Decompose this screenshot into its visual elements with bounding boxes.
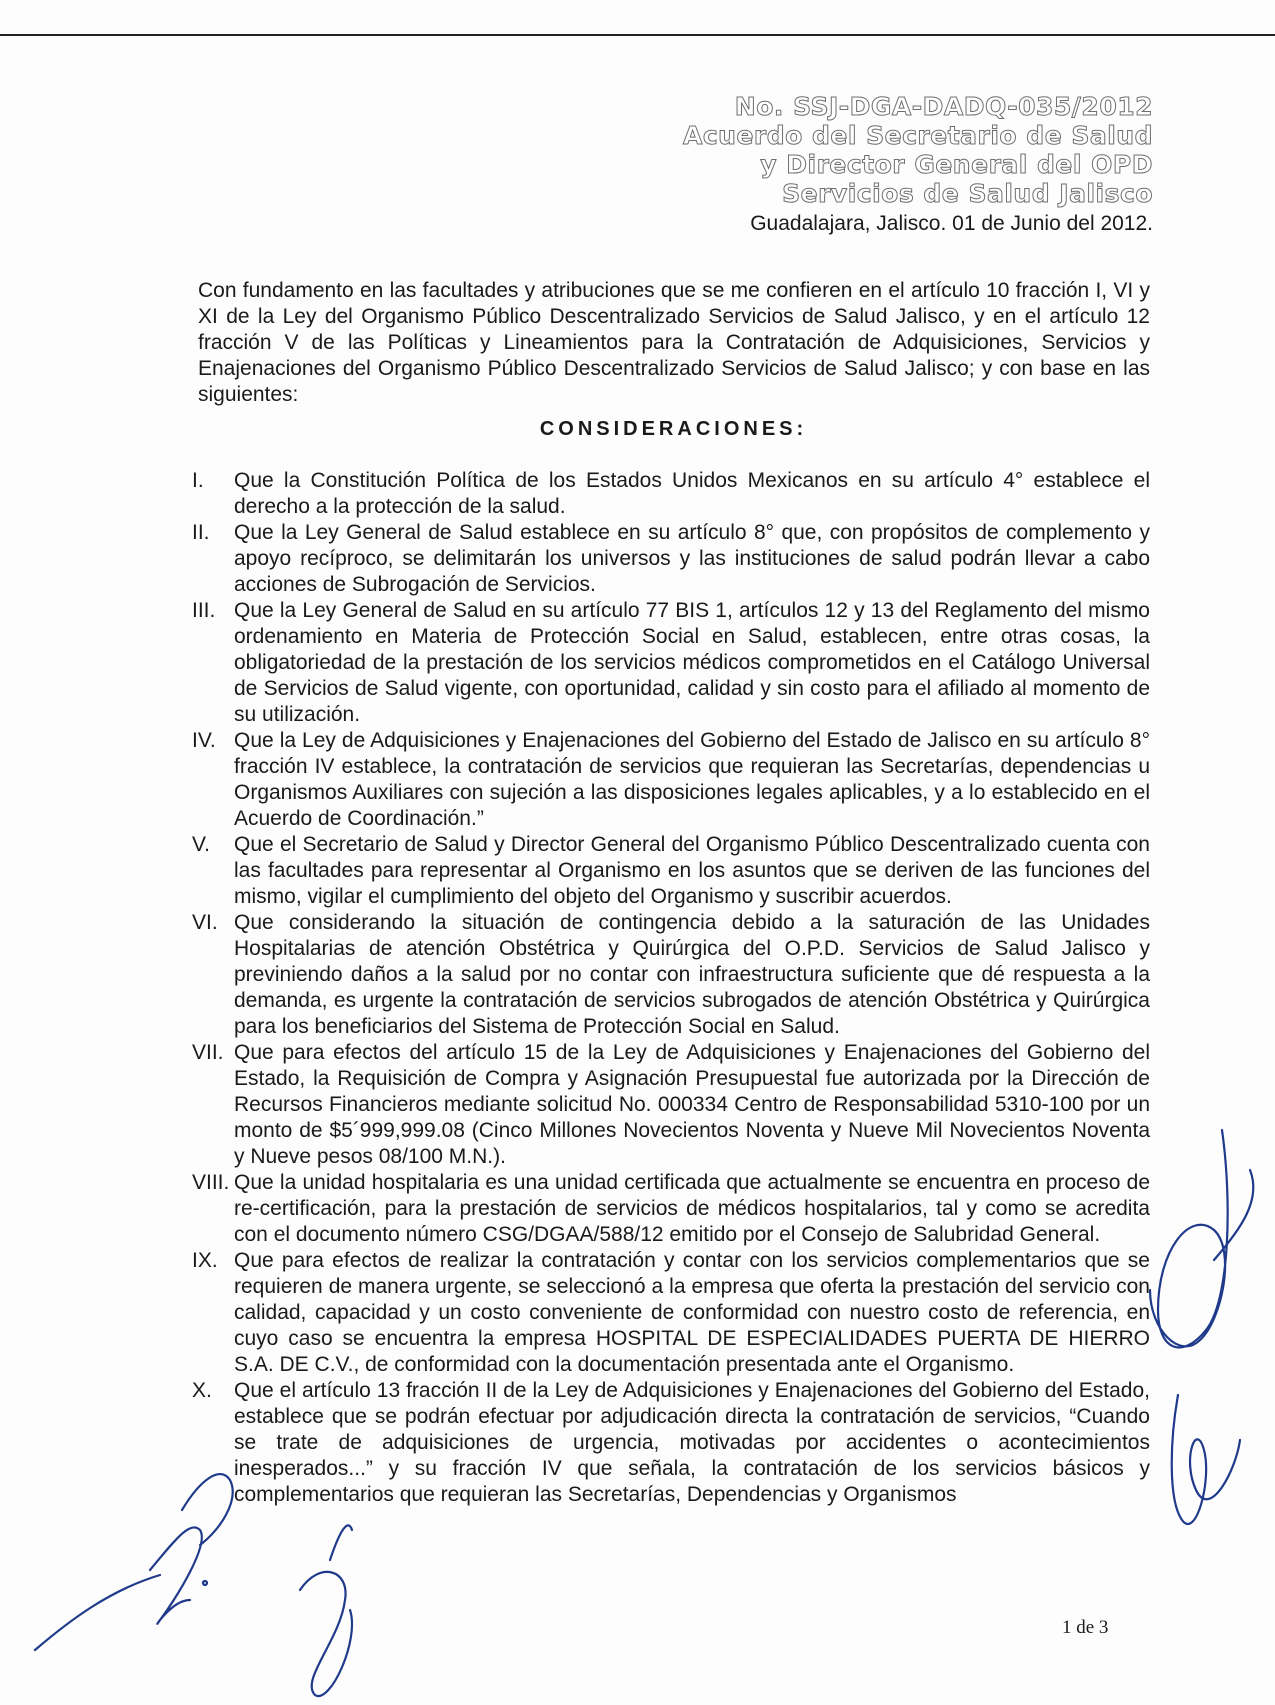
item-text: Que el Secretario de Salud y Director General del Organismo Público Descentralizado cuenta con las facultades para representar al Organismo en los asuntos que se deriven de las funciones del mismo, vigilar el cumplimiento del objeto del Organismo y suscribir acuerdos.	[234, 833, 1150, 908]
list-item	[192, 728, 1150, 832]
top-border-line	[0, 34, 1275, 36]
list-item	[192, 520, 1150, 598]
header-title-line-2: y Director General del OPD	[760, 150, 1153, 179]
list-item	[192, 1248, 1150, 1378]
item-number: IV.	[192, 729, 216, 752]
item-text: Que considerando la situación de contingencia debido a la saturación de las Unidades Hospitalarias de atención Obstétrica y Quirúrgica del O.P.D. Servicios de Salud Jalisco y previniendo daños a la salud por no contar con infraestructura suficiente que dé respuesta a la demanda, es urgente la contratación de servicios subrogados de atención Obstétrica y Quirúrgica para los beneficiarios del Sistema de Protección Social en Salud.	[234, 911, 1150, 1038]
intro-paragraph: Con fundamento en las facultades y atribuciones que se me confieren en el artículo 10 fracción I, VI y XI de la Ley del Organismo Público Descentralizado Servicios de Salud Jalisco, y en el artículo 12 fracción V de las Políticas y Lineamientos para la Contratación de Adquisiciones, Servicios y Enajenaciones del Organismo Público Descentralizado Servicios de Salud Jalisco; y con base en las siguientes:	[198, 279, 1150, 406]
item-number: VIII.	[192, 1171, 230, 1194]
place-and-date: Guadalajara, Jalisco. 01 de Junio del 2012.	[750, 212, 1153, 235]
item-number: V.	[192, 833, 210, 856]
signature-dot	[203, 1581, 207, 1585]
item-number: II.	[192, 521, 210, 544]
item-number: IX.	[192, 1249, 218, 1272]
list-item	[192, 468, 1150, 520]
list-item	[192, 910, 1150, 1040]
item-text: Que la Ley General de Salud en su artículo 77 BIS 1, artículos 12 y 13 del Reglamento del mismo ordenamiento en Materia de Protección Social en Salud, establecen, entre otras cosas, la obligatoriedad de la prestación de los servicios médicos comprometidos en el Catálogo Universal de Servicios de Salud vigente, con oportunidad, calidad y sin costo para el afiliado al momento de su utilización.	[234, 599, 1150, 726]
item-number: III.	[192, 599, 216, 622]
document-header	[683, 92, 1153, 238]
item-text: Que la Constitución Política de los Estados Unidos Mexicanos en su artículo 4° establece el derecho a la protección de la salud.	[234, 469, 1150, 518]
item-text: Que la unidad hospitalaria es una unidad certificada que actualmente se encuentra en proceso de re-certificación, para la prestación de servicios de médicos hospitalarios, tal y como se acredita con el documento número CSG/DGAA/588/12 emitido por el Consejo de Salubridad General.	[234, 1171, 1150, 1246]
item-number: X.	[192, 1379, 212, 1402]
signature-right-small	[1172, 1395, 1240, 1524]
document-number: No. SSJ-DGA-DADQ-035/2012	[734, 92, 1153, 121]
section-heading	[0, 418, 1275, 441]
list-item	[192, 832, 1150, 910]
item-text: Que para efectos del artículo 15 de la Ley de Adquisiciones y Enajenaciones del Gobierno del Estado, la Requisición de Compra y Asignación Presupuestal fue autorizada por la Dirección de Recursos Financieros mediante solicitud No. 000334 Centro de Responsabilidad 5310-100 por un monto de $5´999,999.08 (Cinco Millones Novecientos Noventa y Nueve Mil Novecientos Noventa y Nueve pesos 08/100 M.N.).	[234, 1041, 1150, 1168]
list-item	[192, 1040, 1150, 1170]
signature-right-loop	[1214, 1170, 1253, 1260]
page-number: 1 de 3	[1062, 1617, 1109, 1638]
item-number: VI.	[192, 911, 218, 934]
item-text: Que para efectos de realizar la contratación y contar con los servicios complementarios que se requieren de manera urgente, se seleccionó a la empresa que oferta la prestación del servicio con calidad, capacidad y un costo conveniente de conformidad con nuestro costo de referencia, en cuyo caso se encuentra la empresa HOSPITAL DE ESPECIALIDADES PUERTA DE HIERRO S.A. DE C.V., de conformidad con la documentación presentada ante el Organismo.	[234, 1249, 1150, 1376]
list-item	[192, 1170, 1150, 1248]
item-text: Que el artículo 13 fracción II de la Ley de Adquisiciones y Enajenaciones del Gobierno del Estado, establece que se podrán efectuar por adjudicación directa la contratación de servicios, “Cuando se trate de adquisiciones de urgencia, motivadas por accidentes o acontecimientos inesperados...” y su fracción IV que señala, la contratación de los servicios básicos y complementarios que requieran las Secretarías, Dependencias y Organismos	[234, 1379, 1150, 1506]
signature-bottom-center	[300, 1525, 352, 1696]
section-heading-text: CONSIDERACIONES:	[539, 418, 808, 440]
item-number: I.	[192, 469, 204, 492]
signature-right-large	[1150, 1130, 1228, 1347]
item-text: Que la Ley General de Salud establece en su artículo 8° que, con propósitos de complemento y apoyo recíproco, se delimitarán los universos y las instituciones de salud podrán llevar a cabo acciones de Subrogación de Servicios.	[234, 521, 1150, 596]
header-title-line-1: Acuerdo del Secretario de Salud	[682, 121, 1153, 150]
considerations-list	[192, 468, 1150, 1508]
list-item	[192, 1378, 1150, 1508]
item-text: Que la Ley de Adquisiciones y Enajenaciones del Gobierno del Estado de Jalisco en su artículo 8° fracción IV establece, la contratación de servicios que requieran las Secretarías, dependencias u Organismos Auxiliares con sujeción a las disposiciones legales aplicables, y a lo establecido en el Acuerdo de Coordinación.”	[234, 729, 1150, 830]
header-title-line-3: Servicios de Salud Jalisco	[782, 179, 1153, 208]
item-number: VII.	[192, 1041, 224, 1064]
list-item	[192, 598, 1150, 728]
